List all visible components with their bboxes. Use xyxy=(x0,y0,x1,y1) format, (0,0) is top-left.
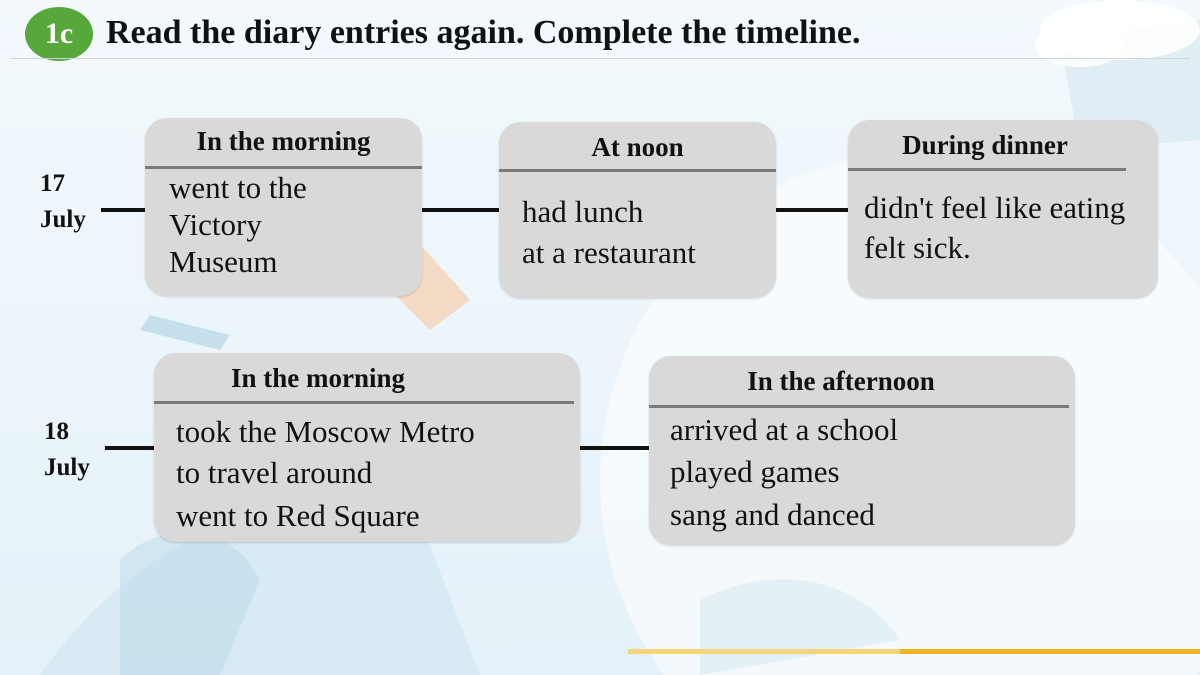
card-title: In the afternoon xyxy=(747,366,935,396)
card-line: took the Moscow Metro xyxy=(176,414,475,449)
header-divider xyxy=(10,58,1190,59)
card-title: At noon xyxy=(591,132,684,162)
card-title: In the morning xyxy=(196,126,371,156)
card-line: to travel around xyxy=(176,455,373,490)
card-line: felt sick. xyxy=(864,230,971,265)
date-day: 17 xyxy=(40,170,65,197)
timeline-connector xyxy=(580,446,650,450)
timeline-card xyxy=(848,120,1158,298)
card-divider xyxy=(499,169,776,172)
timeline-card xyxy=(145,118,422,296)
card-divider xyxy=(154,401,574,404)
card-line: Victory xyxy=(169,207,262,242)
progress-strip-light xyxy=(628,649,900,654)
timeline-connector xyxy=(101,208,146,212)
card-line: Museum xyxy=(169,244,278,279)
card-line: went to the xyxy=(169,170,307,205)
exercise-badge: 1c xyxy=(25,7,93,61)
card-line: had lunch xyxy=(522,194,644,229)
card-line: played games xyxy=(670,454,840,489)
timeline-connector xyxy=(776,208,850,212)
card-title: In the morning xyxy=(230,363,406,393)
card-line: didn't feel like eating xyxy=(864,190,1126,225)
timeline-connector xyxy=(421,208,501,212)
card-line: sang and danced xyxy=(670,497,875,532)
card-line: went to Red Square xyxy=(176,498,420,533)
date-month: July xyxy=(40,206,86,233)
timeline-card xyxy=(499,122,776,298)
header xyxy=(0,0,1200,62)
card-title: During dinner xyxy=(902,130,1068,160)
card-line: arrived at a school xyxy=(670,412,899,447)
timeline-card xyxy=(154,353,580,542)
card-divider xyxy=(145,166,422,169)
date-month: July xyxy=(44,454,90,481)
timeline-connector xyxy=(105,446,155,450)
date-day: 18 xyxy=(44,418,69,445)
card-divider xyxy=(649,405,1069,408)
date-label-18-july xyxy=(44,414,90,486)
card-divider xyxy=(848,168,1126,171)
date-label-17-july xyxy=(40,166,86,238)
instruction-title: Read the diary entries again. Complete the timeline. xyxy=(106,14,861,51)
card-line: at a restaurant xyxy=(522,235,696,270)
timeline-card xyxy=(649,356,1075,545)
progress-strip-dark xyxy=(900,649,1200,654)
